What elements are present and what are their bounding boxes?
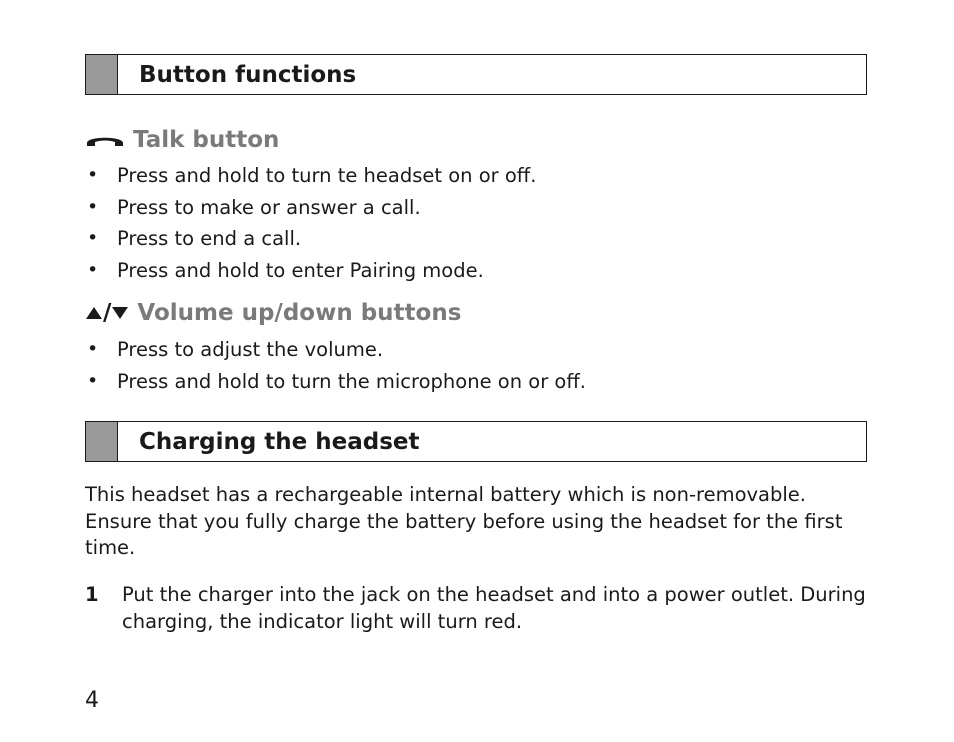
slash-separator: / [103, 300, 112, 326]
list-item: • Press to end a call. [85, 223, 536, 255]
bullet-icon: • [87, 369, 99, 392]
bullet-icon: • [87, 259, 99, 282]
talk-button-list [85, 160, 536, 287]
phone-handset-icon [85, 132, 125, 148]
triangle-up-icon [85, 305, 103, 321]
charging-intro-paragraph: This headset has a rechargeable internal battery which is non-removable. Ensure that you fully charge the battery before using the headset for the first time. [85, 483, 843, 559]
page-number: 4 [85, 688, 99, 713]
bullet-icon: • [87, 338, 99, 360]
list-item: • Press to make or answer a call. [85, 192, 536, 224]
section-title: Charging the headset [139, 428, 420, 455]
step-number: 1 [85, 583, 99, 606]
talk-button-heading-text: Talk button [133, 127, 280, 153]
section-header-tab [86, 422, 118, 461]
bullet-icon: • [87, 227, 99, 250]
bullet-icon: • [87, 164, 99, 186]
section-title: Button functions [139, 61, 357, 88]
volume-buttons-list [85, 334, 586, 397]
charging-step-1 [85, 582, 885, 635]
list-item: • Press to adjust the volume. [85, 334, 586, 366]
section-header-button-functions [85, 54, 867, 95]
section-header-tab [86, 55, 118, 94]
step-text: Put the charger into the jack on the headset and into a power outlet. During charging, the indicator light will turn red. [122, 583, 866, 633]
volume-buttons-heading [85, 300, 461, 326]
bullet-icon: • [87, 195, 99, 218]
triangle-down-icon [111, 305, 129, 321]
list-item: • Press and hold to turn te headset on or off. [85, 160, 536, 192]
list-item: • Press and hold to turn the microphone on or off. [85, 366, 586, 398]
talk-button-heading [85, 127, 279, 153]
volume-buttons-heading-text: Volume up/down buttons [137, 300, 462, 326]
section-header-charging [85, 421, 867, 462]
list-item: • Press and hold to enter Pairing mode. [85, 255, 536, 287]
